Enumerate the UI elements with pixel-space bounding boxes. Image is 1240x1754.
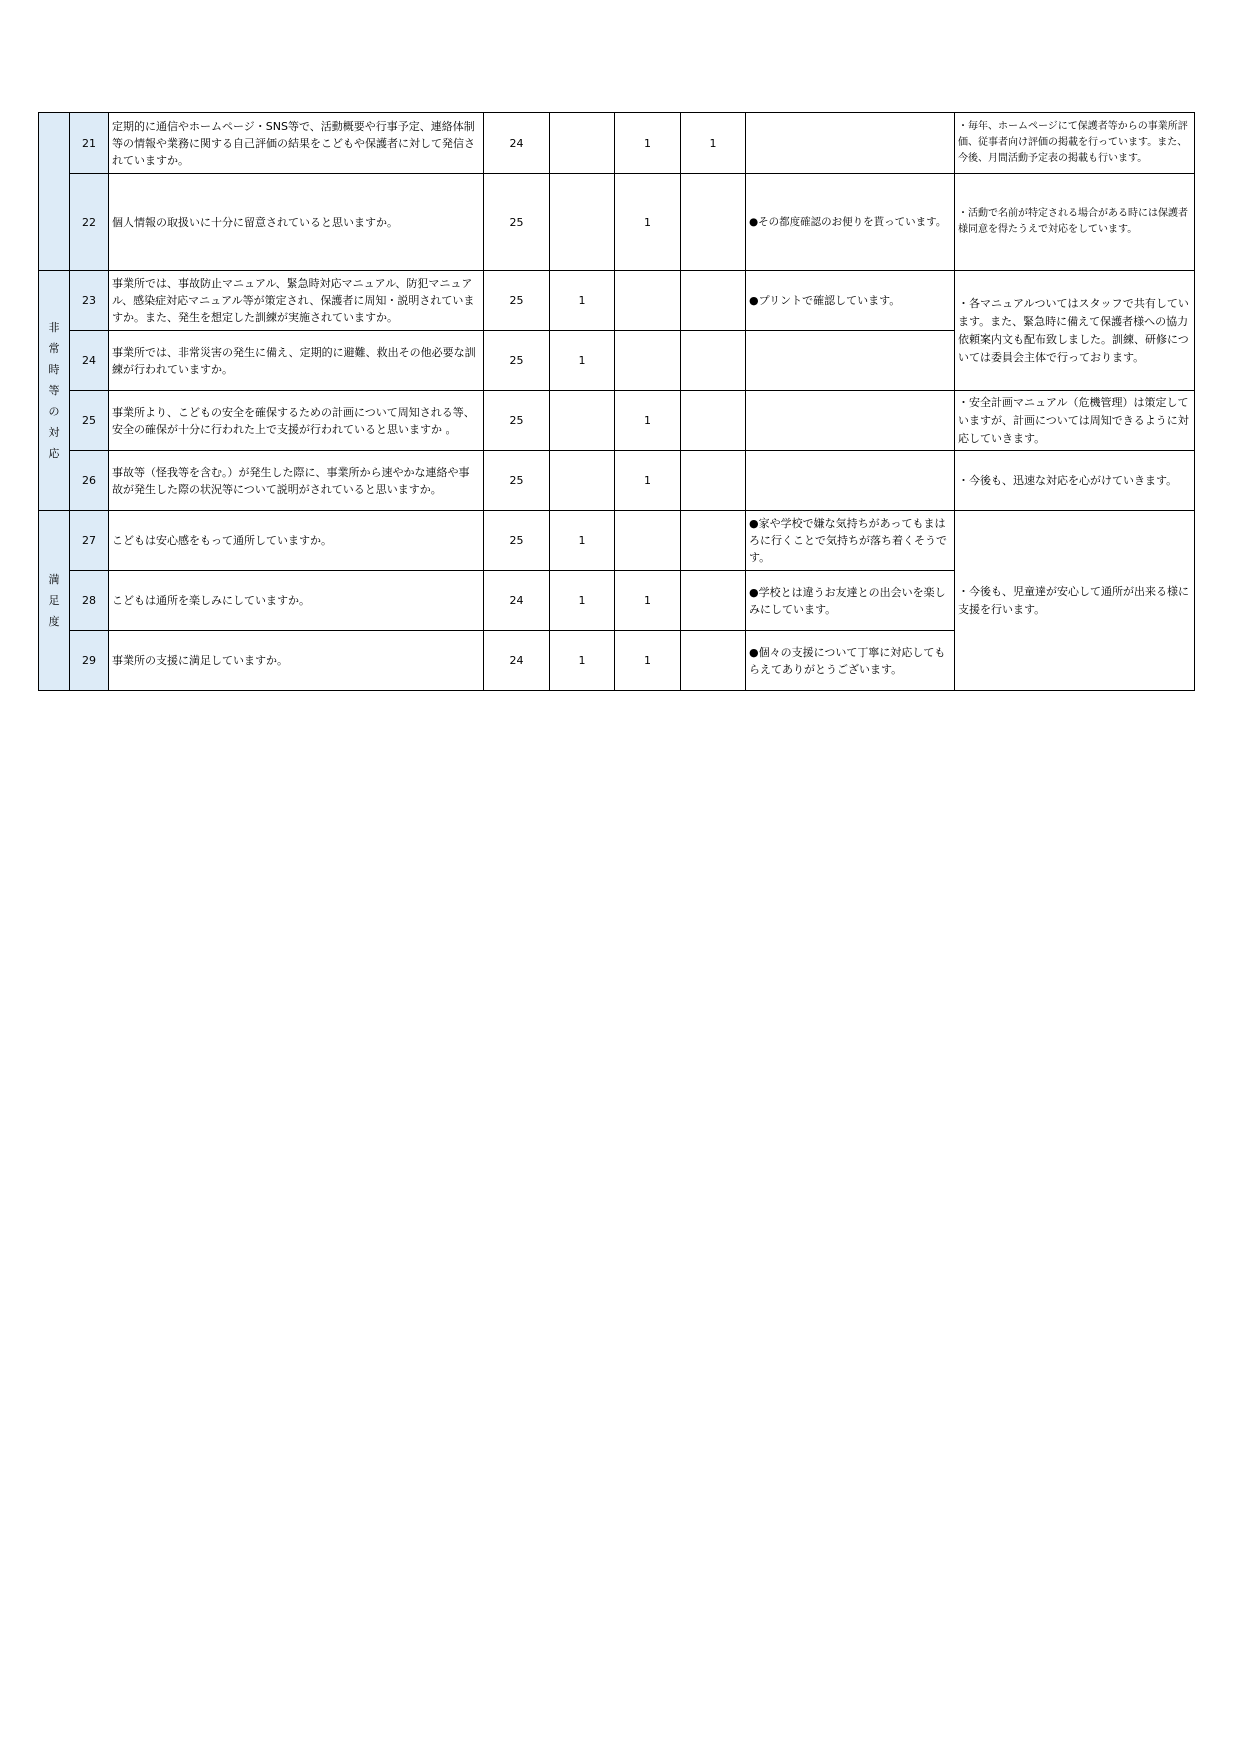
facility-response: ・安全計画マニュアル（危機管理）は策定していますが、計画については周知できるように対応していきます。 — [955, 391, 1195, 451]
count-col-4 — [681, 631, 746, 691]
count-col-4 — [681, 271, 746, 331]
count-col-3 — [615, 511, 681, 571]
count-col-4 — [681, 451, 746, 511]
table-row — [39, 391, 1195, 451]
count-col-4 — [681, 391, 746, 451]
table-row — [39, 451, 1195, 511]
row-number: 28 — [70, 571, 109, 631]
question-text: 定期的に通信やホームページ・SNS等で、活動概要や行事予定、連絡体制等の情報や業務に関する自己評価の結果をこどもや保護者に対して発信されていますか。 — [109, 113, 484, 174]
count-col-1: 25 — [484, 174, 550, 271]
count-col-2 — [550, 113, 615, 174]
count-col-3: 1 — [615, 391, 681, 451]
count-col-2: 1 — [550, 571, 615, 631]
guardian-comment: ●学校とは違うお友達との出会いを楽しみにしています。 — [746, 571, 955, 631]
guardian-comment — [746, 331, 955, 391]
question-text: 事故等（怪我等を含む。）が発生した際に、事業所から速やかな連絡や事故が発生した際の状況等について説明がされていると思いますか。 — [109, 451, 484, 511]
count-col-3: 1 — [615, 113, 681, 174]
count-col-1: 25 — [484, 391, 550, 451]
row-number: 25 — [70, 391, 109, 451]
question-text: 事業所より、こどもの安全を確保するための計画について周知される等、安全の確保が十分に行われた上で支援が行われていると思いますか 。 — [109, 391, 484, 451]
table-row — [39, 174, 1195, 271]
evaluation-table — [38, 112, 1195, 691]
count-col-1: 25 — [484, 271, 550, 331]
count-col-2: 1 — [550, 331, 615, 391]
table-row — [39, 271, 1195, 331]
count-col-4 — [681, 174, 746, 271]
question-text: 事業所の支援に満足していますか。 — [109, 631, 484, 691]
guardian-comment: ●その都度確認のお便りを貰っています。 — [746, 174, 955, 271]
category-label: 非常時等の対応 — [48, 321, 60, 460]
table-row — [39, 113, 1195, 174]
row-number: 22 — [70, 174, 109, 271]
row-number: 24 — [70, 331, 109, 391]
category-satisfaction — [39, 511, 70, 691]
count-col-1: 25 — [484, 511, 550, 571]
facility-response: ・今後も、迅速な対応を心がけていきます。 — [955, 451, 1195, 511]
question-text: こどもは安心感をもって通所していますか。 — [109, 511, 484, 571]
row-number: 29 — [70, 631, 109, 691]
count-col-1: 24 — [484, 631, 550, 691]
facility-response: ・今後も、児童達が安心して通所が出来る様に支援を行います。 — [955, 511, 1195, 691]
count-col-3: 1 — [615, 631, 681, 691]
question-text: 個人情報の取扱いに十分に留意されていると思いますか。 — [109, 174, 484, 271]
question-text: 事業所では、非常災害の発生に備え、定期的に避難、救出その他必要な訓練が行われていますか。 — [109, 331, 484, 391]
count-col-4 — [681, 511, 746, 571]
count-col-2 — [550, 174, 615, 271]
row-number: 27 — [70, 511, 109, 571]
guardian-comment — [746, 451, 955, 511]
row-number: 26 — [70, 451, 109, 511]
question-text: 事業所では、事故防止マニュアル、緊急時対応マニュアル、防犯マニュアル、感染症対応マニュアル等が策定され、保護者に周知・説明されていますか。また、発生を想定した訓練が実施されていますか。 — [109, 271, 484, 331]
guardian-comment — [746, 113, 955, 174]
count-col-2: 1 — [550, 631, 615, 691]
count-col-2 — [550, 451, 615, 511]
category-label: 満足度 — [48, 573, 60, 628]
row-number: 23 — [70, 271, 109, 331]
count-col-3 — [615, 331, 681, 391]
count-col-1: 25 — [484, 451, 550, 511]
facility-response: ・各マニュアルついてはスタッフで共有しています。また、緊急時に備えて保護者様への協力依頼案内文も配布致しました。訓練、研修については委員会主体で行っております。 — [955, 271, 1195, 391]
row-number: 21 — [70, 113, 109, 174]
count-col-4 — [681, 571, 746, 631]
count-col-3: 1 — [615, 174, 681, 271]
guardian-comment: ●個々の支援について丁寧に対応してもらえてありがとうございます。 — [746, 631, 955, 691]
count-col-3 — [615, 271, 681, 331]
guardian-comment: ●プリントで確認しています。 — [746, 271, 955, 331]
guardian-comment: ●家や学校で嫌な気持ちがあってもまはろに行くことで気持ちが落ち着くそうです。 — [746, 511, 955, 571]
facility-response: ・活動で名前が特定される場合がある時には保護者様同意を得たうえで対応をしています。 — [955, 174, 1195, 271]
count-col-2 — [550, 391, 615, 451]
count-col-1: 25 — [484, 331, 550, 391]
count-col-3: 1 — [615, 571, 681, 631]
table-row — [39, 511, 1195, 571]
count-col-3: 1 — [615, 451, 681, 511]
count-col-1: 24 — [484, 571, 550, 631]
count-col-4 — [681, 331, 746, 391]
category-emergency — [39, 271, 70, 511]
count-col-2: 1 — [550, 271, 615, 331]
guardian-comment — [746, 391, 955, 451]
category-cell-blank — [39, 113, 70, 271]
question-text: こどもは通所を楽しみにしていますか。 — [109, 571, 484, 631]
facility-response: ・毎年、ホームページにて保護者等からの事業所評価、従事者向け評価の掲載を行っています。また、今後、月間活動予定表の掲載も行います。 — [955, 113, 1195, 174]
count-col-4: 1 — [681, 113, 746, 174]
count-col-2: 1 — [550, 511, 615, 571]
count-col-1: 24 — [484, 113, 550, 174]
